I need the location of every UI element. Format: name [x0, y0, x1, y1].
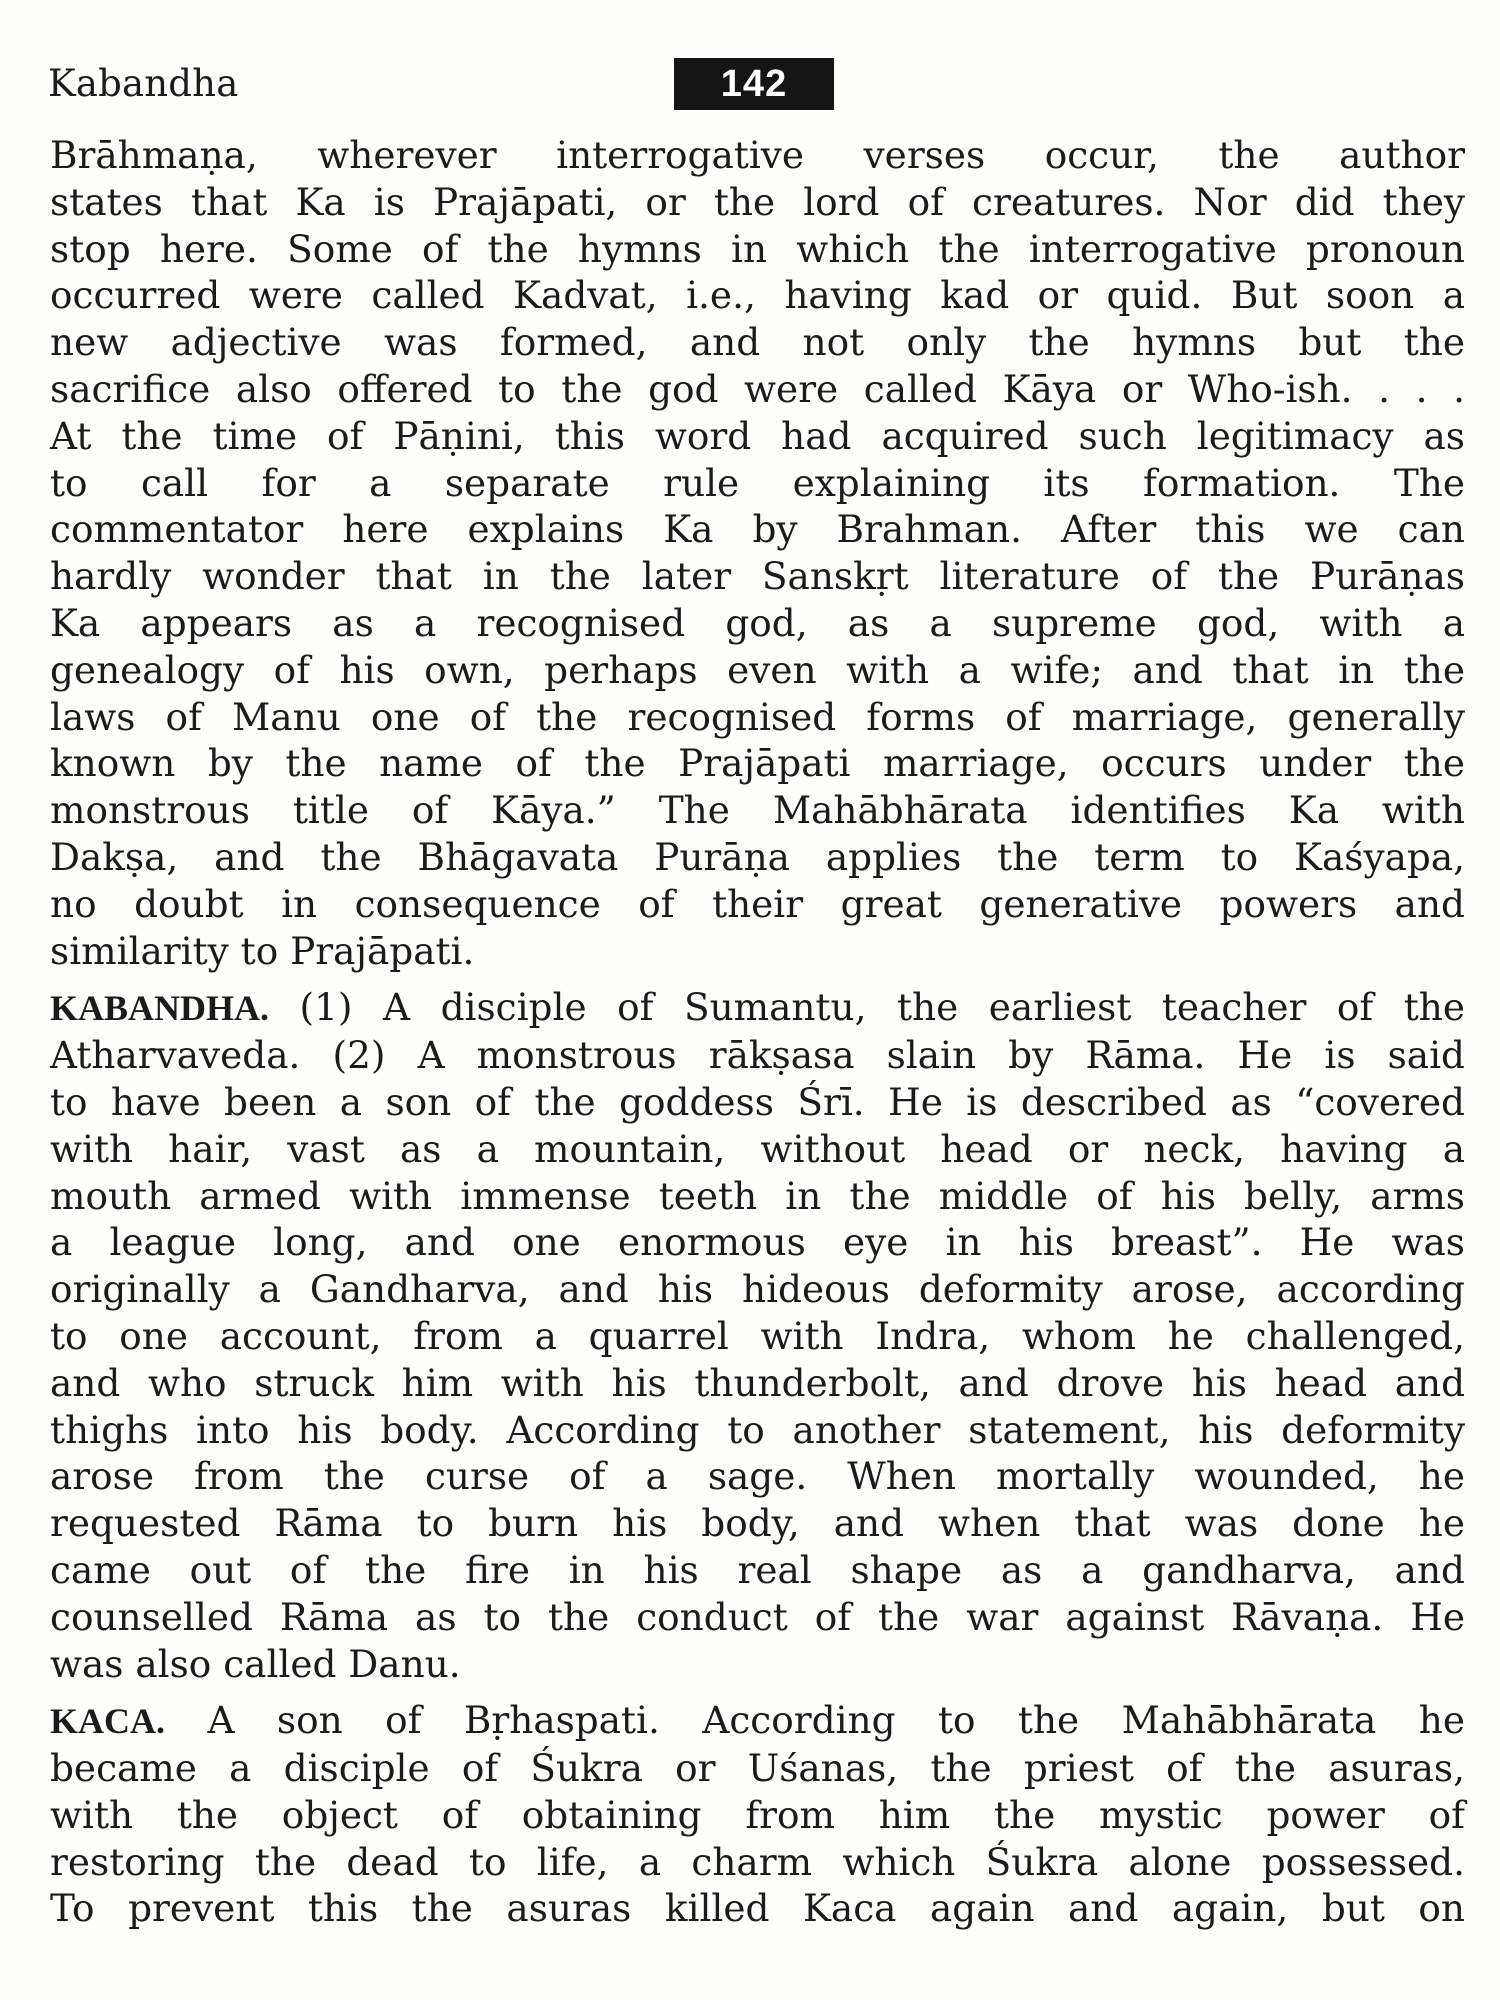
- text-line: Atharvaveda. (2) A monstrous rākṣasa slain by Rāma. He is said: [50, 1033, 1465, 1078]
- text-line: Dakṣa, and the Bhāgavata Purāṇa applies the term to Kaśyapa,: [50, 834, 1465, 879]
- paragraph: [50, 984, 1465, 1687]
- text-line: thighs into his body. According to another statement, his deformity: [50, 1407, 1465, 1452]
- text-line: requested Rāma to burn his body, and when that was done he: [50, 1501, 1465, 1546]
- page-header: [48, 58, 1468, 118]
- text-line: restoring the dead to life, a charm which Śukra alone possessed.: [50, 1839, 1465, 1884]
- body-text: [50, 132, 1465, 1942]
- text-line: Ka appears as a recognised god, as a supreme god, with a: [50, 600, 1465, 645]
- running-head: Kabandha: [48, 62, 239, 105]
- text-line: new adjective was formed, and not only the hymns but the: [50, 320, 1465, 365]
- text-line: stop here. Some of the hymns in which the interrogative pronoun: [50, 226, 1465, 271]
- paragraph: [50, 132, 1465, 974]
- text-line: mouth armed with immense teeth in the middle of his belly, arms: [50, 1173, 1465, 1218]
- text-line: hardly wonder that in the later Sanskṛt literature of the Purāṇas: [50, 554, 1465, 599]
- text-line: was also called Danu.: [50, 1641, 461, 1686]
- text-line: Brāhmaṇa, wherever interrogative verses occur, the author: [50, 133, 1465, 177]
- text-line: with hair, vast as a mountain, without head or neck, having a: [50, 1126, 1465, 1171]
- entry-kaca: [50, 1697, 1465, 1932]
- text-line: known by the name of the Prajāpati marriage, occurs under the: [50, 741, 1465, 786]
- text-line: occurred were called Kadvat, i.e., having kad or quid. But soon a: [50, 273, 1465, 318]
- text-line: To prevent this the asuras killed Kaca again and again, but on: [50, 1886, 1465, 1931]
- text-line: states that Ka is Prajāpati, or the lord of creatures. Nor did they: [50, 179, 1465, 224]
- text-line: to one account, from a quarrel with Indra, whom he challenged,: [50, 1313, 1465, 1358]
- text-line-content: A son of Bṛhaspati. According to the Mahābhārata he: [165, 1698, 1465, 1743]
- paragraph: [50, 1697, 1465, 1932]
- text-line: sacrifice also offered to the god were called Kāya or Who-ish. . . .: [50, 366, 1465, 411]
- entry-kabandha: [50, 984, 1465, 1687]
- text-line: genealogy of his own, perhaps even with a wife; and that in the: [50, 647, 1465, 692]
- text-line: to call for a separate rule explaining its formation. The: [50, 460, 1465, 505]
- text-line: laws of Manu one of the recognised forms of marriage, generally: [50, 694, 1465, 739]
- text-line: counselled Rāma as to the conduct of the war against Rāvaṇa. He: [50, 1594, 1465, 1639]
- text-line: and who struck him with his thunderbolt, and drove his head and: [50, 1360, 1465, 1405]
- text-line: a league long, and one enormous eye in his breast”. He was: [50, 1220, 1465, 1265]
- page-number-badge: 142: [674, 58, 834, 110]
- text-line: originally a Gandharva, and his hideous deformity arose, according: [50, 1267, 1465, 1312]
- text-line: with the object of obtaining from him the mystic power of: [50, 1792, 1465, 1837]
- text-line: to have been a son of the goddess Śrī. He is described as “covered: [50, 1079, 1465, 1124]
- text-line: [50, 984, 1465, 1032]
- entry-term: KACA.: [50, 1701, 165, 1742]
- text-line: no doubt in consequence of their great generative powers and: [50, 881, 1465, 926]
- text-line: [50, 1697, 1465, 1745]
- text-line: came out of the fire in his real shape as a gandharva, and: [50, 1547, 1465, 1592]
- text-line: arose from the curse of a sage. When mortally wounded, he: [50, 1454, 1465, 1499]
- entry-term: KABANDHA.: [50, 988, 270, 1029]
- text-line: similarity to Prajāpati.: [50, 928, 475, 973]
- text-line: monstrous title of Kāya.” The Mahābhārata identifies Ka with: [50, 788, 1465, 833]
- entry-ka-continued: [50, 132, 1465, 974]
- text-line: commentator here explains Ka by Brahman. After this we can: [50, 507, 1465, 552]
- text-line-content: (1) A disciple of Sumantu, the earliest teacher of the: [269, 985, 1465, 1030]
- text-line: became a disciple of Śukra or Uśanas, the priest of the asuras,: [50, 1746, 1465, 1791]
- text-line: At the time of Pāṇini, this word had acquired such legitimacy as: [50, 413, 1465, 458]
